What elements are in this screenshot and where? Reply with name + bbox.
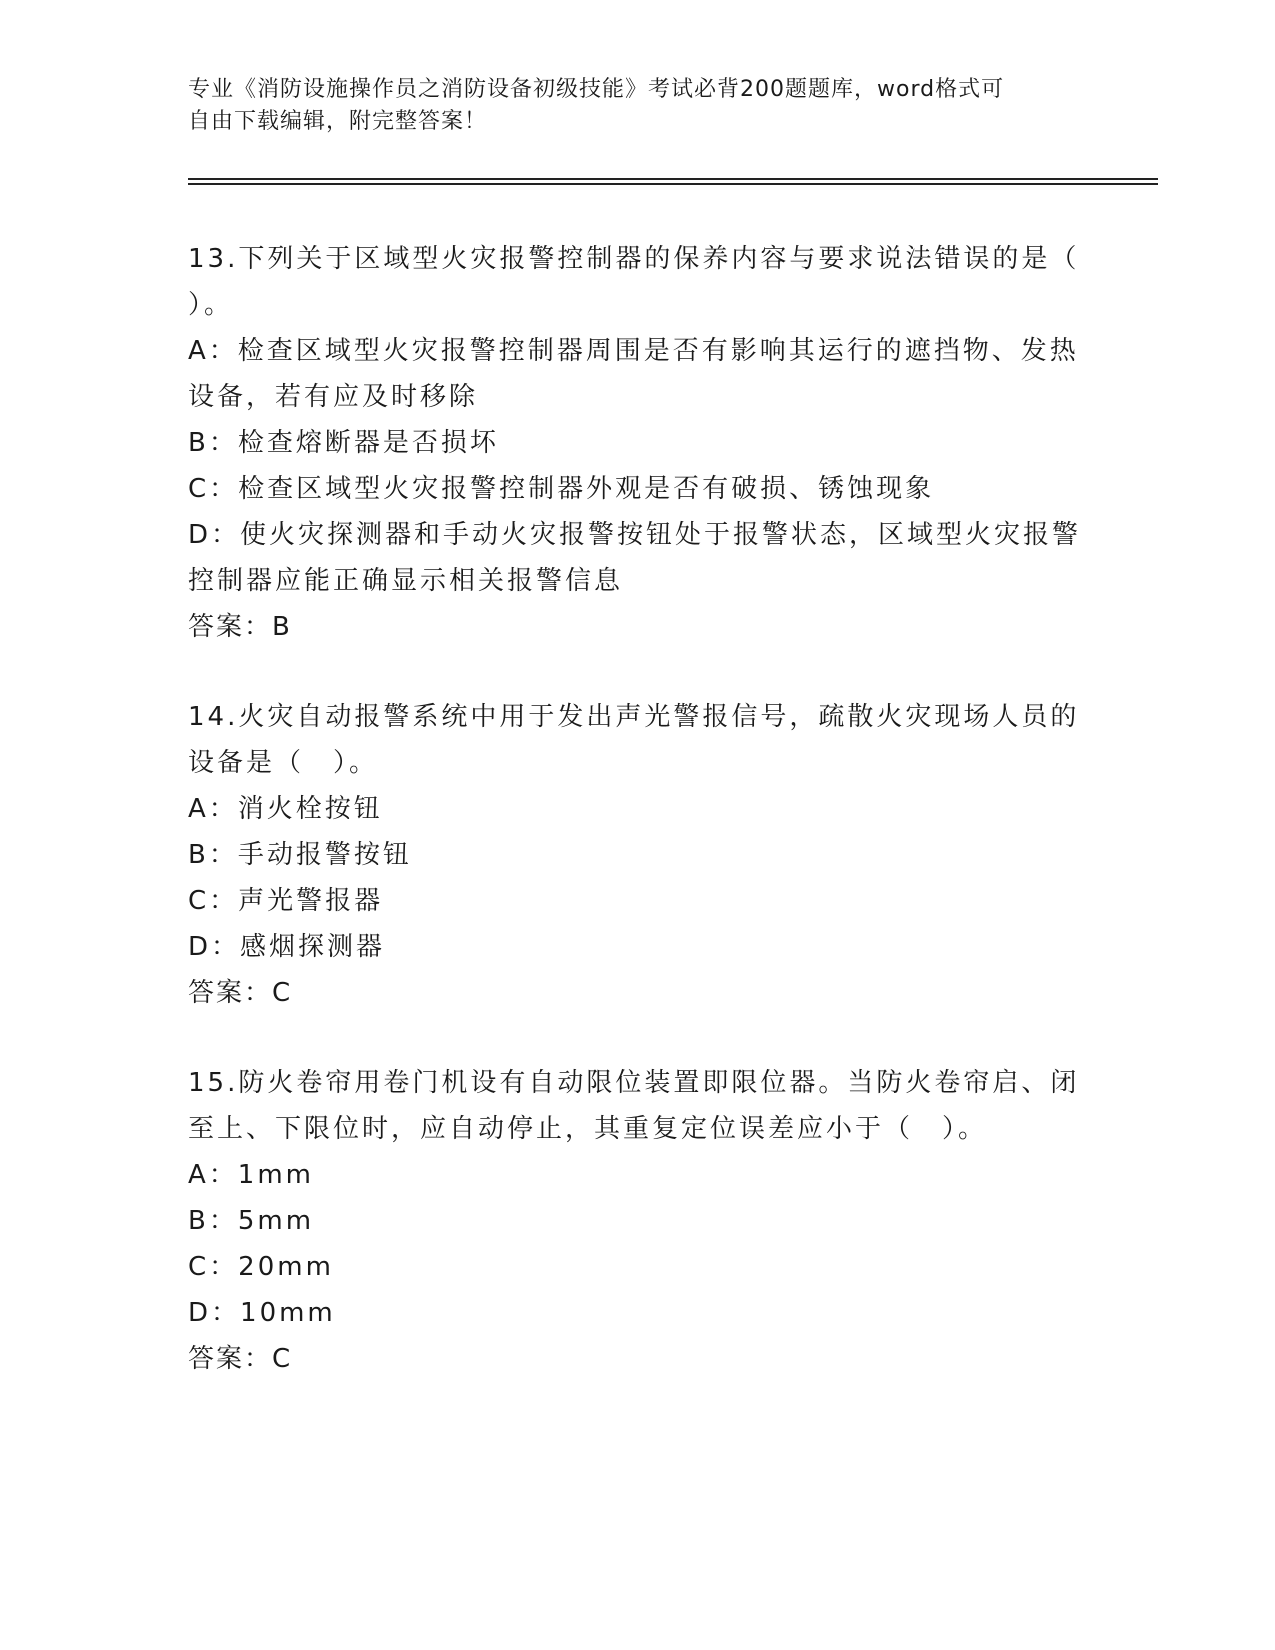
option-a xyxy=(188,786,1088,832)
option-line: A：1mm xyxy=(188,1160,314,1190)
option-d xyxy=(188,924,1088,970)
document-header xyxy=(188,74,1088,138)
question-13 xyxy=(188,236,1088,650)
header-line-2: 自由下载编辑，附完整答案！ xyxy=(188,109,488,134)
option-line: C：声光警报器 xyxy=(188,886,384,916)
question-15 xyxy=(188,1060,1088,1382)
stem-line: ）。 xyxy=(188,290,234,320)
option-a xyxy=(188,328,1088,420)
answer-label: 答案：C xyxy=(188,978,293,1008)
option-d xyxy=(188,512,1088,604)
option-b xyxy=(188,420,1088,466)
option-c xyxy=(188,466,1088,512)
question-14 xyxy=(188,694,1088,1016)
option-b xyxy=(188,1198,1088,1244)
option-b xyxy=(188,832,1088,878)
option-line: C：20mm xyxy=(188,1252,334,1282)
stem-line: 14.火灾自动报警系统中用于发出声光警报信号，疏散火灾现场人员的 xyxy=(188,702,1080,732)
option-line: A：消火栓按钮 xyxy=(188,794,383,824)
answer-label: 答案：C xyxy=(188,1344,293,1374)
option-line: D：感烟探测器 xyxy=(188,932,386,962)
option-line: 控制器应能正确显示相关报警信息 xyxy=(188,566,624,596)
option-c xyxy=(188,1244,1088,1290)
question-stem xyxy=(188,694,1088,786)
question-list xyxy=(188,236,1088,1426)
option-a xyxy=(188,1152,1088,1198)
option-line: D：使火灾探测器和手动火灾报警按钮处于报警状态，区域型火灾报警 xyxy=(188,520,1082,550)
option-line: A：检查区域型火灾报警控制器周围是否有影响其运行的遮挡物、发热 xyxy=(188,336,1079,366)
option-line: B：手动报警按钮 xyxy=(188,840,412,870)
option-line: B：检查熔断器是否损坏 xyxy=(188,428,499,458)
option-line: C：检查区域型火灾报警控制器外观是否有破损、锈蚀现象 xyxy=(188,474,935,504)
option-line: D：10mm xyxy=(188,1298,336,1328)
stem-line: 至上、下限位时，应自动停止，其重复定位误差应小于（ ）。 xyxy=(188,1114,988,1144)
header-divider-top xyxy=(188,178,1158,180)
question-stem xyxy=(188,1060,1088,1152)
question-stem xyxy=(188,236,1088,328)
stem-line: 13.下列关于区域型火灾报警控制器的保养内容与要求说法错误的是（ xyxy=(188,244,1080,274)
option-c xyxy=(188,878,1088,924)
option-line: B：5mm xyxy=(188,1206,315,1236)
answer-label: 答案：B xyxy=(188,612,292,642)
stem-line: 设备是（ ）。 xyxy=(188,748,379,778)
header-line-1: 专业《消防设施操作员之消防设备初级技能》考试必背200题题库，word格式可 xyxy=(188,77,1005,102)
header-divider-bottom xyxy=(188,183,1158,185)
option-line: 设备，若有应及时移除 xyxy=(188,382,479,412)
option-d xyxy=(188,1290,1088,1336)
stem-line: 15.防火卷帘用卷门机设有自动限位装置即限位器。当防火卷帘启、闭 xyxy=(188,1068,1080,1098)
